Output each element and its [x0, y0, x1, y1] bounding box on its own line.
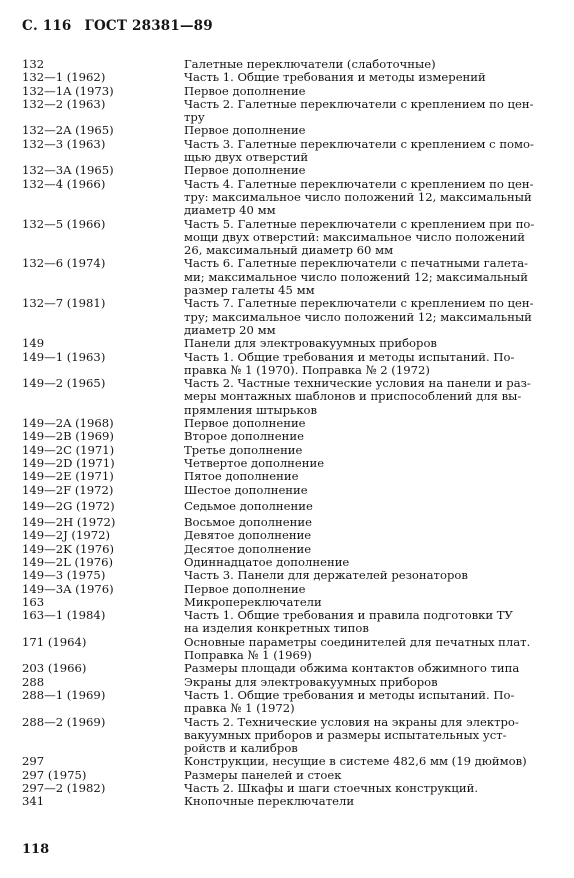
- title-line: Часть 2. Технические условия на экраны для электро-: [184, 714, 519, 729]
- list-item: [22, 596, 550, 609]
- title-line: Первое дополнение: [184, 123, 306, 138]
- list-item: [22, 583, 550, 596]
- standard-title: [184, 218, 550, 258]
- title-line: тру: [184, 110, 205, 125]
- standard-title: [184, 662, 550, 675]
- title-line: Конструкции, несущие в системе 482,6 мм (19 дюймов): [184, 754, 527, 769]
- title-line: Часть 3. Галетные переключатели с креплением с помо-: [184, 136, 534, 151]
- title-line: Часть 4. Галетные переключатели с креплением по цен-: [184, 176, 534, 191]
- list-item: [22, 337, 550, 350]
- title-line: Часть 1. Общие требования и методы испытаний. По-: [184, 687, 515, 702]
- title-line: размер галеты 45 мм: [184, 283, 315, 298]
- standard-number: 132—1 (1962): [22, 70, 106, 85]
- standard-number: 149—2F (1972): [22, 482, 114, 497]
- standard-title: [184, 529, 550, 542]
- standard-number: 132—2 (1963): [22, 96, 106, 111]
- standard-title: [184, 71, 550, 84]
- standard-title: [184, 636, 550, 663]
- title-line: Первое дополнение: [184, 163, 306, 178]
- title-line: мощи двух отверстий: максимальное число положений: [184, 229, 525, 244]
- standard-number: 297: [22, 754, 45, 769]
- list-item: [22, 218, 550, 258]
- title-line: диаметр 20 мм: [184, 322, 276, 337]
- standard-title: [184, 716, 550, 756]
- standard-number: 297—2 (1982): [22, 781, 106, 796]
- standard-title: [184, 124, 550, 137]
- standard-title: [184, 297, 550, 337]
- title-line: тру: максимальное число положений 12, максимальный: [184, 189, 532, 204]
- list-item: [22, 58, 550, 71]
- list-item: [22, 470, 550, 483]
- list-item: [22, 178, 550, 218]
- list-item: [22, 689, 550, 716]
- standard-number: 149—3A (1976): [22, 581, 114, 596]
- title-line: Шестое дополнение: [184, 482, 308, 497]
- standard-number: 149—2K (1976): [22, 541, 114, 556]
- title-line: Часть 2. Шкафы и шаги стоечных конструкций.: [184, 781, 479, 796]
- standard-number: 132: [22, 57, 45, 71]
- title-line: прямления штырьков: [184, 402, 318, 417]
- title-line: Галетные переключатели (слаботочные): [184, 57, 436, 71]
- standard-number: 149—3 (1975): [22, 568, 106, 583]
- standard-title: [184, 337, 550, 350]
- title-line: правка № 1 (1972): [184, 701, 295, 716]
- title-line: Второе дополнение: [184, 429, 304, 444]
- page-number: 118: [22, 842, 50, 857]
- standard-title: [184, 417, 550, 430]
- title-line: Часть 6. Галетные переключатели с печатными галета-: [184, 256, 529, 271]
- list-item: [22, 769, 550, 782]
- list-item: [22, 164, 550, 177]
- standard-number: 132—6 (1974): [22, 256, 106, 271]
- list-item: [22, 377, 550, 417]
- title-line: Четвертое дополнение: [184, 455, 325, 470]
- standard-number: 171 (1964): [22, 634, 87, 649]
- title-line: Третье дополнение: [184, 442, 303, 457]
- standard-title: [184, 755, 550, 768]
- title-line: щью двух отверстий: [184, 150, 309, 165]
- list-item: [22, 417, 550, 430]
- standard-title: [184, 138, 550, 165]
- standard-number: 132—3A (1965): [22, 163, 114, 178]
- title-line: Одиннадцатое дополнение: [184, 554, 350, 569]
- standard-title: [184, 430, 550, 443]
- standard-title: [184, 676, 550, 689]
- list-item: [22, 457, 550, 470]
- title-line: Экраны для электровакуумных приборов: [184, 674, 438, 689]
- title-line: Первое дополнение: [184, 416, 306, 431]
- standards-list: [22, 58, 550, 809]
- title-line: Десятое дополнение: [184, 541, 312, 556]
- standard-title: [184, 164, 550, 177]
- list-item: [22, 351, 550, 378]
- title-line: Часть 5. Галетные переключатели с креплением при по-: [184, 216, 535, 231]
- standard-title: [184, 769, 550, 782]
- title-line: ройств и калибров: [184, 741, 298, 756]
- standard-number: 149—2D (1971): [22, 455, 115, 470]
- list-item: [22, 124, 550, 137]
- title-line: Часть 2. Галетные переключатели с креплением по цен-: [184, 96, 534, 111]
- title-line: Часть 3. Панели для держателей резонаторов: [184, 568, 468, 583]
- standard-number: 149—2B (1969): [22, 429, 114, 444]
- list-item: [22, 676, 550, 689]
- standard-number: 132—2A (1965): [22, 123, 114, 138]
- list-item: [22, 444, 550, 457]
- standard-number: 132—3 (1963): [22, 136, 106, 151]
- list-item: [22, 516, 550, 529]
- title-line: Часть 1. Общие требования и методы измерений: [184, 70, 486, 85]
- standard-title: [184, 470, 550, 483]
- standard-title: [184, 257, 550, 297]
- standard-number: 149—2L (1976): [22, 554, 114, 569]
- standard-number: 132—5 (1966): [22, 216, 106, 231]
- standard-title: [184, 444, 550, 457]
- standard-title: [184, 98, 550, 125]
- standard-title: [184, 377, 550, 417]
- title-line: Седьмое дополнение: [184, 498, 313, 513]
- standard-number: 297 (1975): [22, 767, 87, 782]
- title-line: Девятое дополнение: [184, 528, 312, 543]
- standard-number: 341: [22, 794, 45, 809]
- title-line: Часть 1. Общие требования и правила подготовки ТУ: [184, 608, 513, 623]
- standard-title: [184, 484, 550, 497]
- list-item: [22, 98, 550, 125]
- title-line: Основные параметры соединителей для печатных плат.: [184, 634, 531, 649]
- standard-number: 132—7 (1981): [22, 296, 106, 311]
- standard-title: [184, 596, 550, 609]
- standard-title: [184, 782, 550, 795]
- title-line: Панели для электровакуумных приборов: [184, 336, 437, 351]
- title-line: Первое дополнение: [184, 581, 306, 596]
- standard-number: 149—2H (1972): [22, 515, 116, 530]
- page-header: [22, 18, 221, 34]
- standard-number: 132—4 (1966): [22, 176, 106, 191]
- standard-code: ГОСТ 28381—89: [84, 18, 213, 34]
- title-line: правка № 1 (1970). Поправка № 2 (1972): [184, 362, 430, 377]
- title-line: Размеры площади обжима контактов обжимного типа: [184, 661, 520, 676]
- standard-number: 288: [22, 674, 45, 689]
- standard-number: 163—1 (1984): [22, 608, 106, 623]
- list-item: [22, 543, 550, 556]
- title-line: Микропереключатели: [184, 594, 322, 609]
- title-line: Поправка № 1 (1969): [184, 648, 312, 663]
- title-line: Часть 1. Общие требования и методы испытаний. По-: [184, 349, 515, 364]
- standard-title: [184, 516, 550, 529]
- list-item: [22, 556, 550, 569]
- list-item: [22, 636, 550, 663]
- title-line: ми; максимальное число положений 12; максимальный: [184, 269, 528, 284]
- standard-number: 163: [22, 594, 45, 609]
- title-line: меры монтажных шаблонов и приспособлений для вы-: [184, 389, 522, 404]
- list-item: [22, 257, 550, 297]
- title-line: 26, максимальный диаметр 60 мм: [184, 243, 394, 258]
- list-item: [22, 138, 550, 165]
- standard-title: [184, 583, 550, 596]
- title-line: Кнопочные переключатели: [184, 794, 355, 809]
- standard-number: 149—2G (1972): [22, 498, 115, 513]
- title-line: Размеры панелей и стоек: [184, 767, 342, 782]
- list-item: [22, 500, 550, 513]
- standard-title: [184, 689, 550, 716]
- standard-number: 149—2C (1971): [22, 442, 115, 457]
- title-line: Часть 2. Частные технические условия на панели и раз-: [184, 376, 531, 391]
- standard-title: [184, 609, 550, 636]
- standard-title: [184, 85, 550, 98]
- standard-number: 149—2A (1968): [22, 416, 114, 431]
- list-item: [22, 529, 550, 542]
- standard-number: 149—1 (1963): [22, 349, 106, 364]
- list-item: [22, 569, 550, 582]
- standard-title: [184, 569, 550, 582]
- standard-title: [184, 795, 550, 808]
- standard-title: [184, 556, 550, 569]
- page-ref: С. 116: [22, 18, 72, 34]
- list-item: [22, 484, 550, 497]
- standard-number: 149: [22, 336, 45, 351]
- standard-title: [184, 58, 550, 71]
- title-line: вакуумных приборов и размеры испытательных уст-: [184, 727, 507, 742]
- standard-number: 203 (1966): [22, 661, 87, 676]
- standard-title: [184, 543, 550, 556]
- title-line: Первое дополнение: [184, 83, 306, 98]
- list-item: [22, 662, 550, 675]
- standard-title: [184, 351, 550, 378]
- list-item: [22, 609, 550, 636]
- list-item: [22, 71, 550, 84]
- title-line: Часть 7. Галетные переключатели с креплением по цен-: [184, 296, 534, 311]
- list-item: [22, 85, 550, 98]
- title-line: тру; максимальное число положений 12; максимальный: [184, 309, 532, 324]
- standard-title: [184, 457, 550, 470]
- standard-number: 149—2 (1965): [22, 376, 106, 391]
- title-line: Пятое дополнение: [184, 469, 299, 484]
- standard-number: 149—2E (1971): [22, 469, 114, 484]
- list-item: [22, 716, 550, 756]
- standard-title: [184, 500, 550, 513]
- list-item: [22, 755, 550, 768]
- standard-number: 132—1A (1973): [22, 83, 114, 98]
- standard-title: [184, 178, 550, 218]
- standard-number: 288—2 (1969): [22, 714, 106, 729]
- title-line: диаметр 40 мм: [184, 203, 276, 218]
- list-item: [22, 782, 550, 795]
- title-line: на изделия конкретных типов: [184, 621, 369, 636]
- title-line: Восьмое дополнение: [184, 515, 312, 530]
- list-item: [22, 795, 550, 808]
- list-item: [22, 297, 550, 337]
- list-item: [22, 430, 550, 443]
- standard-number: 149—2J (1972): [22, 528, 110, 543]
- standard-number: 288—1 (1969): [22, 687, 106, 702]
